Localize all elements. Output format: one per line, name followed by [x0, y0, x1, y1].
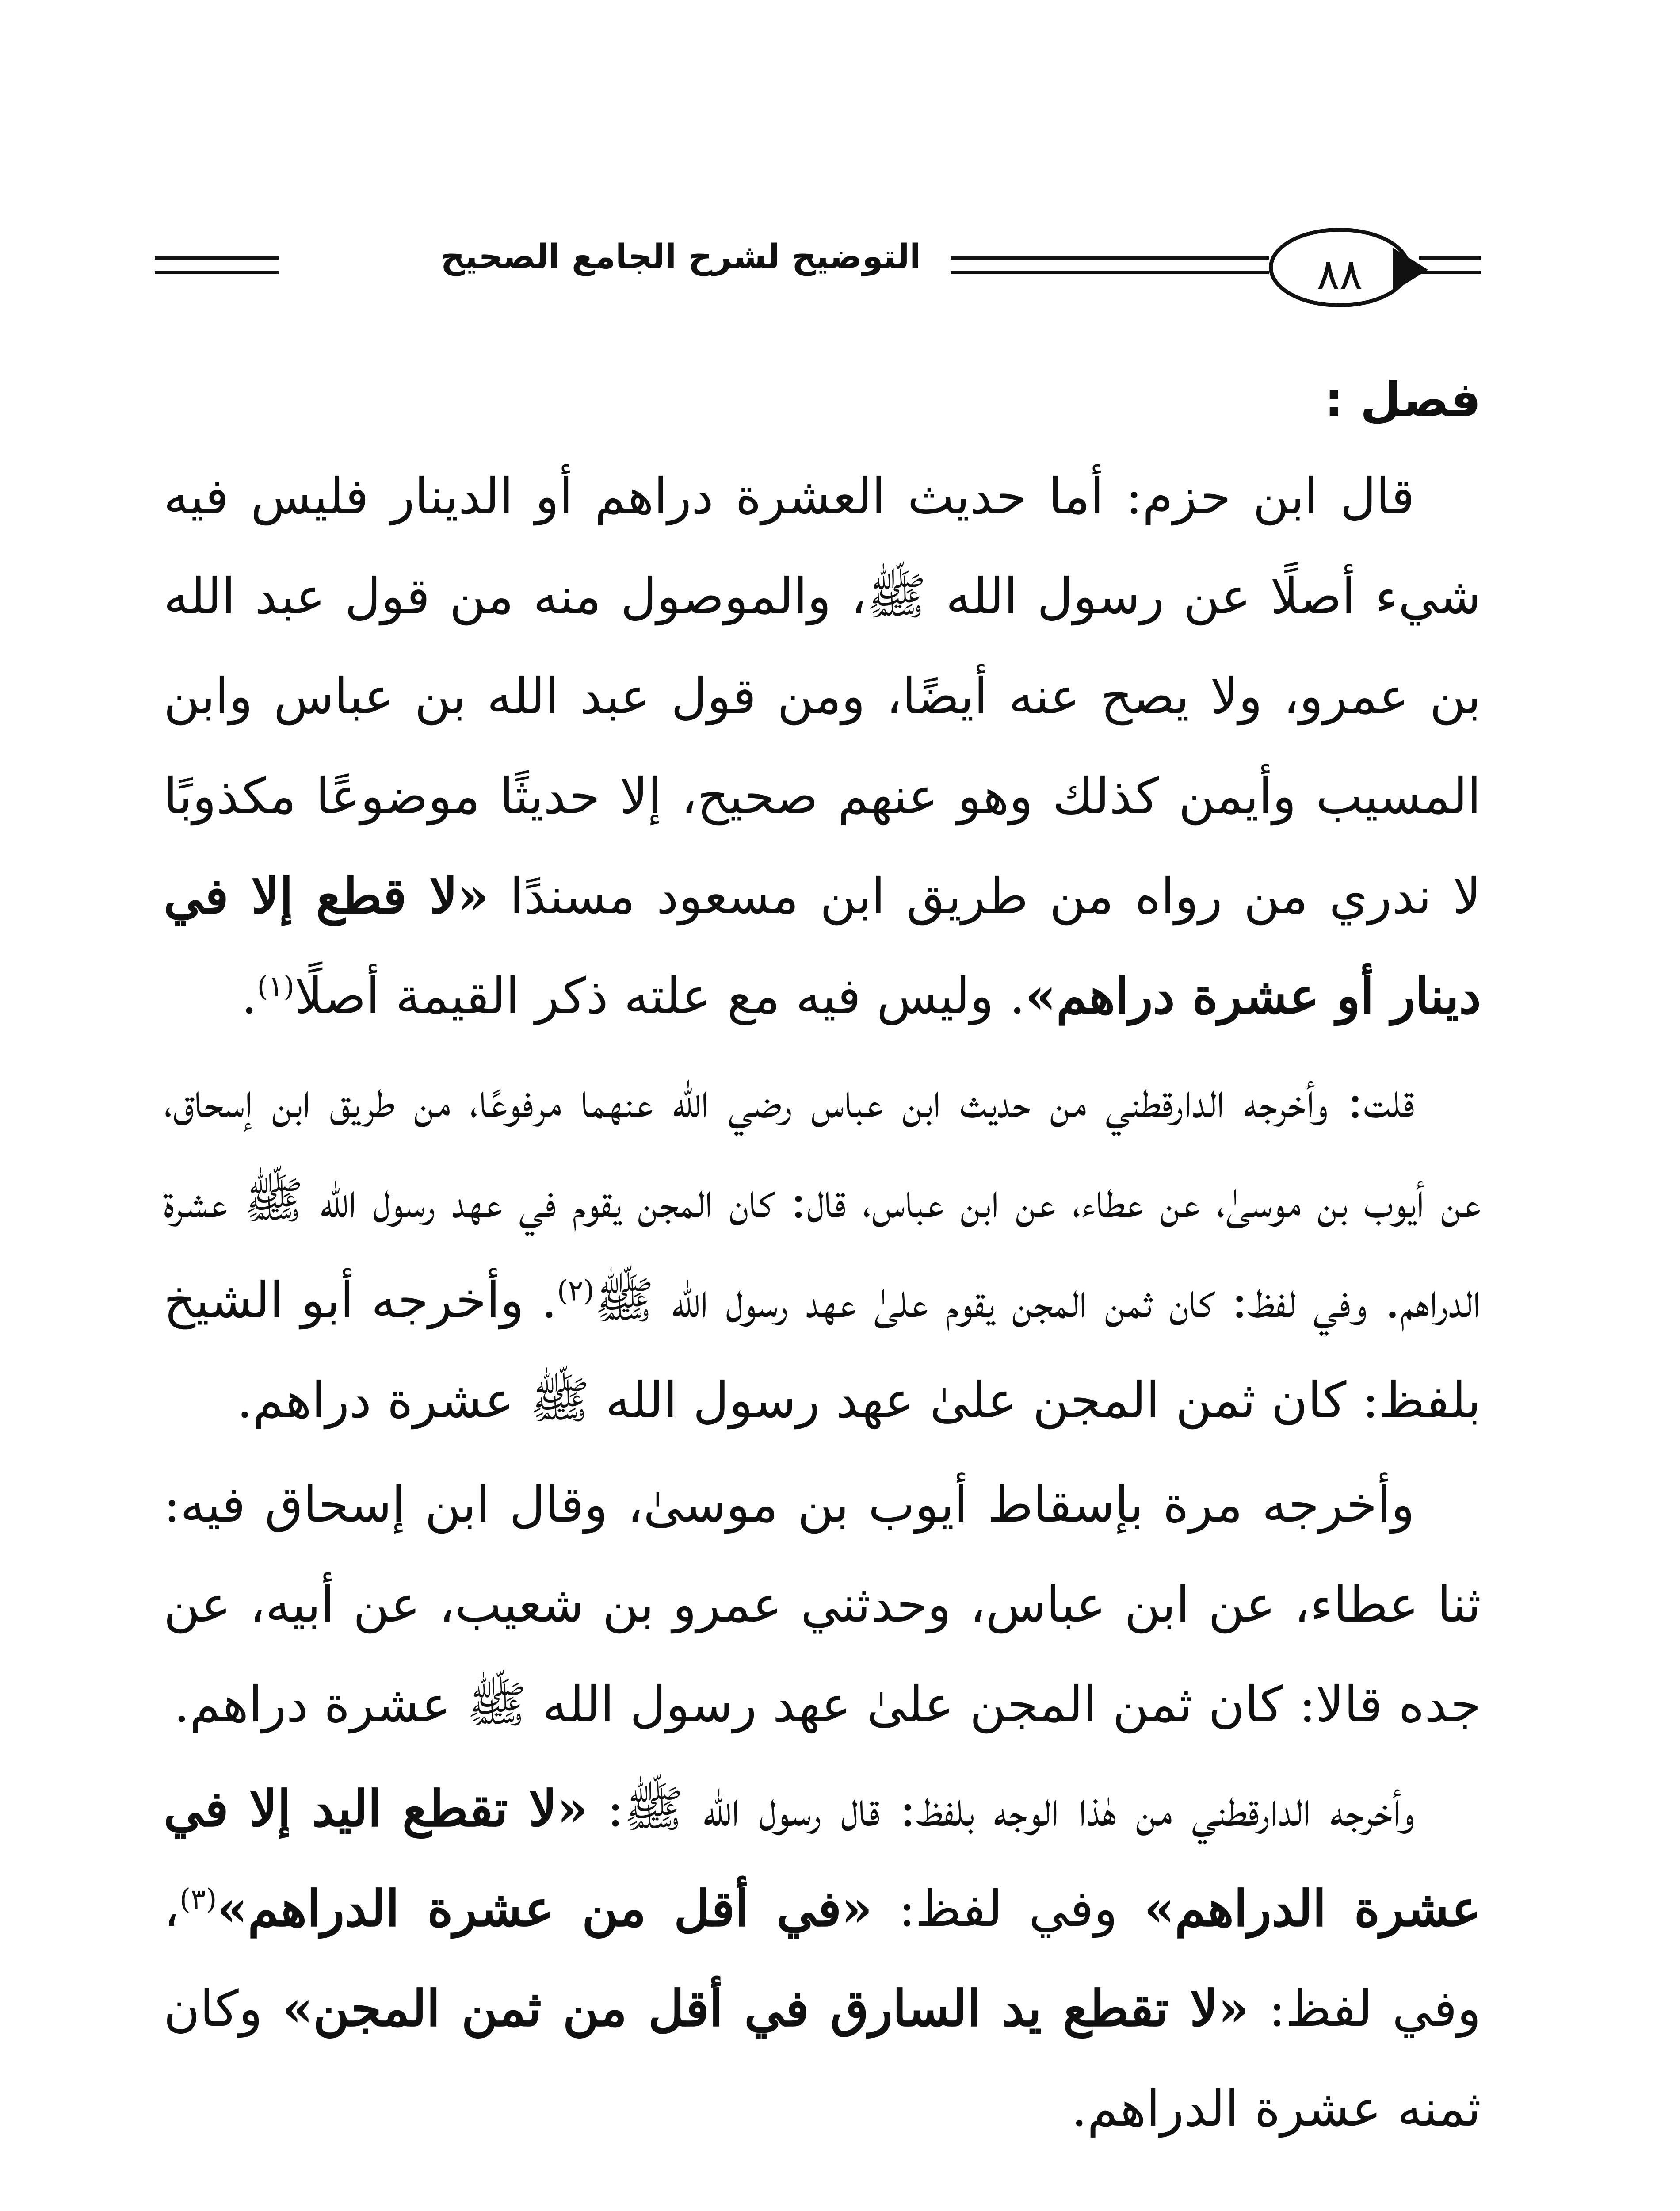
footnote-ref: (٣) [179, 1883, 217, 1916]
running-header [155, 221, 1481, 340]
text-run: . وليس فيه مع علته ذكر القيمة أصلًا [294, 968, 1025, 1025]
text-run: . وأخرجه أبو الشيخ بلفظ: كان ثمن المجن علىٰ عهد رسول الله ﷺ عشرة دراهم. [164, 1272, 1481, 1429]
page-number: ٨٨ [1317, 249, 1363, 299]
text-run: قال ابن حزم: أما حديث العشرة دراهم أو الدينار فليس فيه شيء أصلًا عن رسول الله ﷺ، والموصول منه من قول عبد الله بن عمرو، ولا يصح عنه أيضًا، ومن قول عبد الله بن عباس وابن المسيب وأيمن كذلك وهو عنهم صحيح، إلا حديثًا موضوعًا مكذوبًا لا ندري من رواه من طريق ابن مسعود مسندًا [164, 468, 1481, 925]
hadith-quote: «في أقل من عشرة الدراهم» [217, 1880, 873, 1938]
text-run: وكان ثمنه عشرة الدراهم. [164, 1980, 1481, 2138]
paragraphs [164, 447, 1481, 2159]
header-rule-middle [951, 256, 1269, 274]
main-text [164, 367, 1481, 2159]
paragraph [164, 1051, 1481, 1450]
header-rule-left [155, 256, 279, 274]
page-number-frame [1269, 228, 1410, 307]
footnote-ref: (٢) [557, 1274, 595, 1308]
hadith-quote: «لا قطع إلا في دينار أو عشرة دراهم» [164, 867, 1481, 1025]
text-run: وفي لفظ: [872, 1880, 1144, 1938]
paragraph [164, 1455, 1481, 1755]
paragraph [164, 447, 1481, 1046]
footnote-ref: (١) [257, 970, 294, 1003]
paragraph [164, 1759, 1481, 2159]
running-title: التوضيح لشرح الجامع الصحيح [440, 237, 921, 276]
hadith-quote: «لا تقطع اليد إلا في عشرة الدراهم» [164, 1780, 1481, 1938]
text-run: قلت: وأخرجه الدارقطني من حديث ابن عباس رضي الله عنهما مرفوعًا، من طريق ابن إسحاق، عن أيوب بن موسىٰ، عن عطاء، عن ابن عباس، قال: كان المجن يقوم في عهد رسول الله ﷺ عشرة الدراهم. وفي لفظ: كان ثمن المجن يقوم علىٰ عهد رسول الله ﷺ [164, 1072, 1481, 1329]
text-run: ، وفي لفظ: [164, 1880, 1481, 2038]
section-heading: فصل : [1324, 372, 1481, 428]
text-run: وأخرجه الدارقطني من هٰذا الوجه بلفظ: قال رسول الله ﷺ: [588, 1780, 1415, 1838]
text-run: . [241, 968, 257, 1025]
text-run: وأخرجه مرة بإسقاط أيوب بن موسىٰ، وقال ابن إسحاق فيه: ثنا عطاء، عن ابن عباس، وحدثني عمرو بن شعيب، عن أبيه، عن جده قالا: كان ثمن المجن علىٰ عهد رسول الله ﷺ عشرة دراهم. [164, 1476, 1481, 1733]
header-rule-right [1419, 256, 1481, 274]
hadith-quote: «لا تقطع يد السارق في أقل من ثمن المجن» [282, 1980, 1249, 2038]
